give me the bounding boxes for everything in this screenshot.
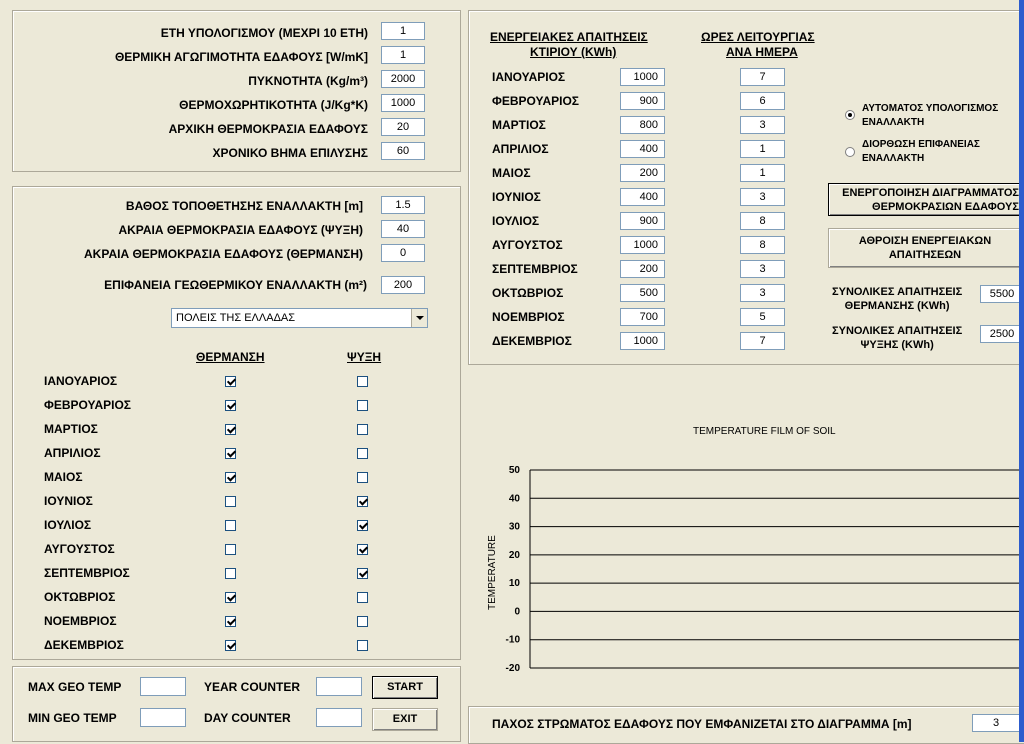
thickness-input[interactable]: 3	[972, 714, 1020, 732]
activate-diagram-button[interactable]	[828, 183, 1024, 216]
month-label: ΔΕΚΕΜΒΡΙΟΣ	[44, 638, 124, 652]
temperature-chart	[490, 460, 1024, 680]
energy-month-label: ΙΟΥΛΙΟΣ	[492, 214, 540, 228]
chart-y-axis-label: TEMPERATURE	[487, 535, 498, 610]
cooling-checkbox[interactable]	[357, 496, 368, 507]
total-heating-label	[832, 285, 962, 313]
param-input-initial-temp[interactable]: 20	[381, 118, 425, 136]
hours-input[interactable]: 6	[740, 92, 785, 110]
energy-input[interactable]: 900	[620, 92, 665, 110]
heating-checkbox[interactable]	[225, 496, 236, 507]
month-label: ΑΥΓΟΥΣΤΟΣ	[44, 542, 115, 556]
param-label-heat-capacity: ΘΕΡΜΟΧΩΡΗΤΙΚΟΤΗΤΑ (J/Kg*K)	[179, 98, 368, 112]
hours-input[interactable]: 3	[740, 260, 785, 278]
exchanger-input-area[interactable]: 200	[381, 276, 425, 294]
cooling-checkbox[interactable]	[357, 472, 368, 483]
energy-input[interactable]: 800	[620, 116, 665, 134]
param-label-years: ΕΤΗ ΥΠΟΛΟΓΙΣΜΟΥ (ΜΕΧΡΙ 10 ΕΤΗ)	[160, 26, 368, 40]
hours-header-line2: ΑΝΑ ΗΜΕΡΑ	[726, 45, 798, 59]
month-label: ΜΑΡΤΙΟΣ	[44, 422, 98, 436]
heating-checkbox[interactable]	[225, 568, 236, 579]
auto-calc-label-line2: ΕΝΑΛΛΑΚΤΗ	[862, 117, 925, 128]
hours-input[interactable]: 8	[740, 236, 785, 254]
param-input-time-step[interactable]: 60	[381, 142, 425, 160]
min-geo-temp-label: MIN GEO TEMP	[28, 711, 117, 725]
energy-month-label: ΣΕΠΤΕΜΒΡΙΟΣ	[492, 262, 578, 276]
heating-checkbox[interactable]	[225, 448, 236, 459]
start-button[interactable]: START	[372, 676, 438, 699]
hours-input[interactable]: 3	[740, 116, 785, 134]
cooling-column-header: ΨΥΞΗ	[347, 350, 382, 364]
exit-button[interactable]: EXIT	[372, 708, 438, 731]
exchanger-input-extreme-cool[interactable]: 40	[381, 220, 425, 238]
surface-fix-label-line2: ΕΝΑΛΛΑΚΤΗ	[862, 153, 925, 164]
hours-input[interactable]: 7	[740, 332, 785, 350]
max-geo-temp-label: MAX GEO TEMP	[28, 680, 122, 694]
energy-input[interactable]: 200	[620, 260, 665, 278]
y-tick-label: 50	[508, 465, 520, 476]
exchanger-input-extreme-heat[interactable]: 0	[381, 244, 425, 262]
energy-month-label: ΟΚΤΩΒΡΙΟΣ	[492, 286, 564, 300]
y-tick-label: -20	[505, 663, 520, 674]
y-tick-label: 20	[508, 549, 520, 561]
cooling-checkbox[interactable]	[357, 424, 368, 435]
window-edge	[1019, 0, 1024, 742]
activate-diagram-line1: ΕΝΕΡΓΟΠΟΙΗΣΗ ΔΙΑΓΡΑΜΜΑΤΟΣ	[842, 187, 1019, 199]
heating-checkbox[interactable]	[225, 544, 236, 555]
hours-input[interactable]: 3	[740, 284, 785, 302]
exchanger-label-extreme-cool: ΑΚΡΑΙΑ ΘΕΡΜΟΚΡΑΣΙΑ ΕΔΑΦΟΥΣ (ΨΥΞΗ)	[118, 223, 363, 237]
total-cooling-label-line2: ΨΥΞΗΣ (KWh)	[860, 339, 934, 351]
total-cooling-value[interactable]: 2500	[980, 325, 1024, 343]
min-geo-temp-field	[140, 708, 186, 727]
energy-header-line1: ΕΝΕΡΓΕΙΑΚΕΣ ΑΠΑΙΤΗΣΕΙΣ	[490, 30, 648, 44]
energy-month-label: ΜΑΙΟΣ	[492, 166, 531, 180]
chart-title: TEMPERATURE FILM OF SOIL	[693, 426, 836, 437]
month-label: ΙΑΝΟΥΑΡΙΟΣ	[44, 374, 118, 388]
month-label: ΣΕΠΤΕΜΒΡΙΟΣ	[44, 566, 130, 580]
heating-checkbox[interactable]	[225, 592, 236, 603]
y-tick-label: 0	[514, 606, 520, 618]
month-label: ΙΟΥΝΙΟΣ	[44, 494, 93, 508]
y-tick-label: 10	[508, 578, 520, 590]
day-counter-field	[316, 708, 362, 727]
energy-input[interactable]: 200	[620, 164, 665, 182]
surface-fix-radio[interactable]	[845, 147, 855, 157]
y-tick-label: 30	[508, 521, 520, 533]
energy-month-label: ΦΕΒΡΟΥΑΡΙΟΣ	[492, 94, 579, 108]
cooling-checkbox[interactable]	[357, 400, 368, 411]
city-select[interactable]	[171, 308, 428, 328]
auto-calc-radio[interactable]	[845, 110, 855, 120]
exchanger-label-extreme-heat: ΑΚΡΑΙΑ ΘΕΡΜΟΚΡΑΣΙΑ ΕΔΑΦΟΥΣ (ΘΕΡΜΑΝΣΗ)	[84, 247, 363, 261]
energy-input[interactable]: 400	[620, 188, 665, 206]
month-label: ΑΠΡΙΛΙΟΣ	[44, 446, 101, 460]
y-tick-label: -10	[505, 634, 520, 646]
hours-input[interactable]: 1	[740, 164, 785, 182]
month-label: ΜΑΙΟΣ	[44, 470, 83, 484]
y-tick-label: 40	[508, 493, 520, 505]
month-label: ΟΚΤΩΒΡΙΟΣ	[44, 590, 116, 604]
cooling-checkbox[interactable]	[357, 592, 368, 603]
param-input-density[interactable]: 2000	[381, 70, 425, 88]
cooling-checkbox[interactable]	[357, 520, 368, 531]
energy-input[interactable]: 900	[620, 212, 665, 230]
energy-month-label: ΑΥΓΟΥΣΤΟΣ	[492, 238, 563, 252]
heating-checkbox[interactable]	[225, 424, 236, 435]
energy-input[interactable]: 500	[620, 284, 665, 302]
max-geo-temp-field	[140, 677, 186, 696]
param-label-initial-temp: ΑΡΧΙΚΗ ΘΕΡΜΟΚΡΑΣΙΑ ΕΔΑΦΟΥΣ	[168, 122, 368, 136]
hours-input[interactable]: 3	[740, 188, 785, 206]
energy-month-label: ΙΑΝΟΥΑΡΙΟΣ	[492, 70, 566, 84]
auto-calc-label-line1: ΑΥΤΟΜΑΤΟΣ ΥΠΟΛΟΓΙΣΜΟΣ	[862, 103, 999, 114]
sum-demands-button[interactable]	[828, 228, 1022, 268]
surface-fix-label	[862, 138, 980, 166]
exchanger-label-depth: ΒΑΘΟΣ ΤΟΠΟΘΕΤΗΣΗΣ ΕΝΑΛΛΑΚΤΗ [m]	[125, 199, 363, 213]
energy-month-label: ΔΕΚΕΜΒΡΙΟΣ	[492, 334, 572, 348]
param-label-time-step: ΧΡΟΝΙΚΟ ΒΗΜΑ ΕΠΙΛΥΣΗΣ	[212, 146, 368, 160]
energy-input[interactable]: 700	[620, 308, 665, 326]
exchanger-label-area: ΕΠΙΦΑΝΕΙΑ ΓΕΩΘΕΡΜΙΚΟΥ ΕΝΑΛΛΑΚΤΗ (m²)	[104, 278, 367, 292]
total-cooling-label-line1: ΣΥΝΟΛΙΚΕΣ ΑΠΑΙΤΗΣΕΙΣ	[832, 325, 963, 337]
hours-input[interactable]: 1	[740, 140, 785, 158]
heating-checkbox[interactable]	[225, 520, 236, 531]
total-heating-label-line2: ΘΕΡΜΑΝΣΗΣ (KWh)	[844, 300, 950, 312]
param-label-density: ΠΥΚΝΟΤΗΤΑ (Kg/m³)	[248, 74, 368, 88]
heating-checkbox[interactable]	[225, 400, 236, 411]
cooling-checkbox[interactable]	[357, 544, 368, 555]
energy-input[interactable]: 400	[620, 140, 665, 158]
total-heating-value[interactable]: 5500	[980, 285, 1024, 303]
param-label-conductivity: ΘΕΡΜΙΚΗ ΑΓΩΓΙΜΟΤΗΤΑ ΕΔΑΦΟΥΣ [W/mK]	[114, 50, 368, 64]
energy-input[interactable]: 1000	[620, 236, 665, 254]
year-counter-label: YEAR COUNTER	[204, 680, 301, 694]
year-counter-field	[316, 677, 362, 696]
month-label: ΙΟΥΛΙΟΣ	[44, 518, 92, 532]
thickness-label: ΠΑΧΟΣ ΣΤΡΩΜΑΤΟΣ ΕΔΑΦΟΥΣ ΠΟΥ ΕΜΦΑΝΙΖΕΤΑΙ ΣΤΟ ΔΙΑΓΡΑΜΜΑ [m]	[492, 717, 912, 731]
hours-input[interactable]: 8	[740, 212, 785, 230]
heating-checkbox[interactable]	[225, 616, 236, 627]
surface-fix-label-line1: ΔΙΟΡΘΩΣΗ ΕΠΙΦΑΝΕΙΑΣ	[862, 139, 980, 150]
hours-input[interactable]: 5	[740, 308, 785, 326]
energy-header-line2: ΚΤΙΡΙΟΥ (KWh)	[530, 45, 617, 59]
cooling-checkbox[interactable]	[357, 568, 368, 579]
heating-checkbox[interactable]	[225, 472, 236, 483]
cooling-checkbox[interactable]	[357, 376, 368, 387]
heating-checkbox[interactable]	[225, 640, 236, 651]
total-heating-label-line1: ΣΥΝΟΛΙΚΕΣ ΑΠΑΙΤΗΣΕΙΣ	[832, 286, 963, 298]
heating-checkbox[interactable]	[225, 376, 236, 387]
energy-input[interactable]: 1000	[620, 332, 665, 350]
param-input-conductivity[interactable]: 1	[381, 46, 425, 64]
param-input-heat-capacity[interactable]: 1000	[381, 94, 425, 112]
exchanger-input-depth[interactable]: 1.5	[381, 196, 425, 214]
cooling-checkbox[interactable]	[357, 640, 368, 651]
day-counter-label: DAY COUNTER	[204, 711, 291, 725]
param-input-years[interactable]: 1	[381, 22, 425, 40]
cooling-checkbox[interactable]	[357, 448, 368, 459]
sum-demands-line1: ΑΘΡΟΙΣΗ ΕΝΕΡΓΕΙΑΚΩΝ	[858, 235, 992, 247]
energy-input[interactable]: 1000	[620, 68, 665, 86]
cooling-checkbox[interactable]	[357, 616, 368, 627]
sum-demands-line2: ΑΠΑΙΤΗΣΕΩΝ	[888, 249, 962, 261]
energy-month-label: ΝΟΕΜΒΡΙΟΣ	[492, 310, 565, 324]
chevron-down-icon[interactable]	[411, 309, 427, 327]
heating-column-header: ΘΕΡΜΑΝΣΗ	[196, 350, 265, 364]
hours-header-line1: ΩΡΕΣ ΛΕΙΤΟΥΡΓΙΑΣ	[701, 30, 815, 44]
auto-calc-label	[862, 102, 998, 130]
energy-month-label: ΜΑΡΤΙΟΣ	[492, 118, 546, 132]
energy-month-label: ΙΟΥΝΙΟΣ	[492, 190, 541, 204]
month-label: ΦΕΒΡΟΥΑΡΙΟΣ	[44, 398, 131, 412]
month-label: ΝΟΕΜΒΡΙΟΣ	[44, 614, 117, 628]
energy-month-label: ΑΠΡΙΛΙΟΣ	[492, 142, 549, 156]
city-select-value: ΠΟΛΕΙΣ ΤΗΣ ΕΛΛΑΔΑΣ	[176, 312, 296, 324]
activate-diagram-line2: ΘΕΡΜΟΚΡΑΣΙΩΝ ΕΔΑΦΟΥΣ	[872, 201, 1019, 213]
hours-input[interactable]: 7	[740, 68, 785, 86]
total-cooling-label	[832, 324, 962, 352]
